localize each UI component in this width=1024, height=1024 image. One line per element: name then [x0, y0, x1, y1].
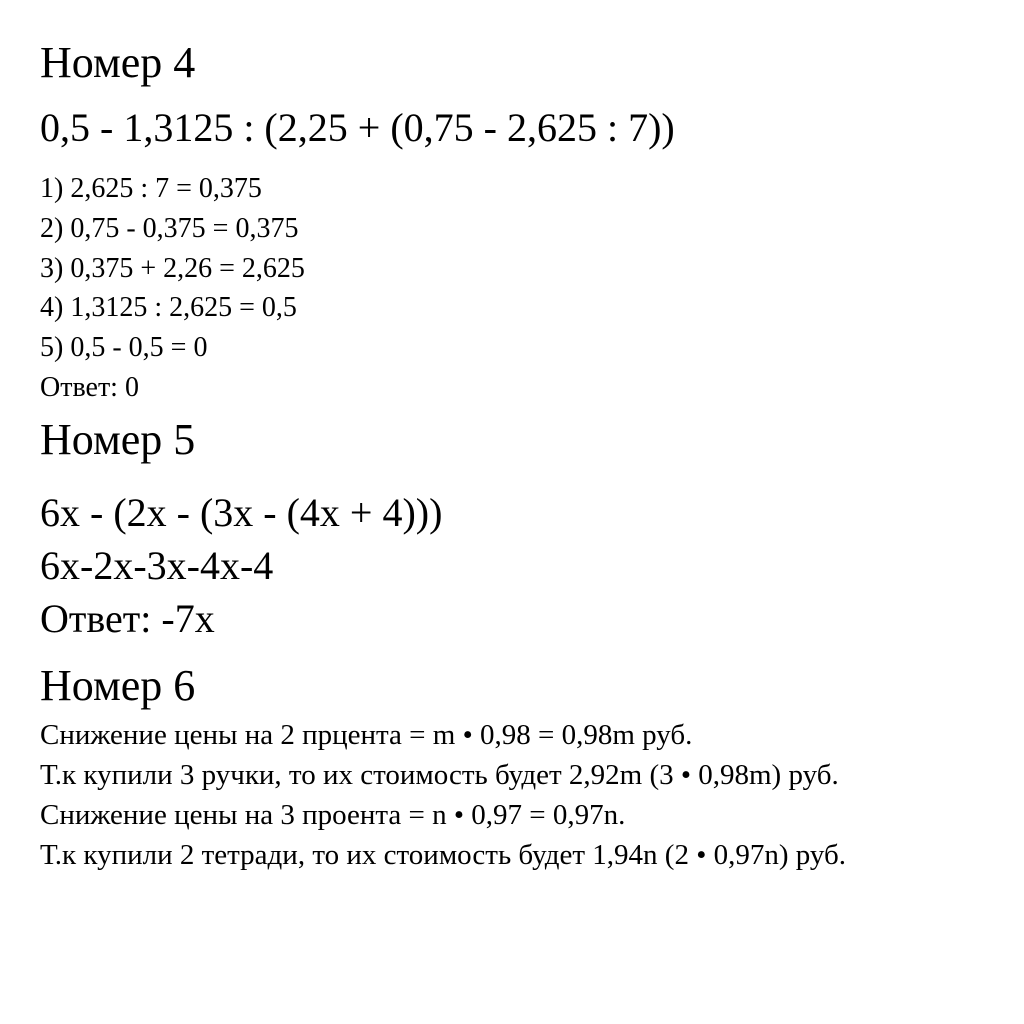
task5-answer: Ответ: -7x [40, 596, 215, 641]
task5-expression: 6x - (2x - (3x - (4x + 4))) [40, 490, 443, 535]
task4-step-3: 3) 0,375 + 2,26 = 2,625 [40, 253, 305, 284]
task6-line-3: Снижение цены на 3 проента = n • 0,97 = 0,97n. [40, 799, 626, 831]
task4-step-1: 1) 2,625 : 7 = 0,375 [40, 173, 262, 204]
task6-line-1: Снижение цены на 2 прцента = m • 0,98 = 0,98m руб. [40, 719, 693, 751]
task6-title: Номер 6 [40, 661, 196, 710]
task4-step-4: 4) 1,3125 : 2,625 = 0,5 [40, 292, 297, 323]
task5-simplified: 6x-2x-3x-4x-4 [40, 543, 274, 588]
task5-title: Номер 5 [40, 415, 196, 464]
task6-line-4: Т.к купили 2 тетради, то их стоимость будет 1,94n (2 • 0,97n) руб. [40, 839, 846, 871]
task4-title: Номер 4 [40, 38, 196, 87]
task6-line-2: Т.к купили 3 ручки, то их стоимость будет 2,92m (3 • 0,98m) руб. [40, 759, 839, 791]
task4-expression: 0,5 - 1,3125 : (2,25 + (0,75 - 2,625 : 7)) [40, 105, 675, 150]
task4-step-5: 5) 0,5 - 0,5 = 0 [40, 332, 208, 363]
task4-answer: Ответ: 0 [40, 372, 139, 403]
task4-step-2: 2) 0,75 - 0,375 = 0,375 [40, 213, 299, 244]
